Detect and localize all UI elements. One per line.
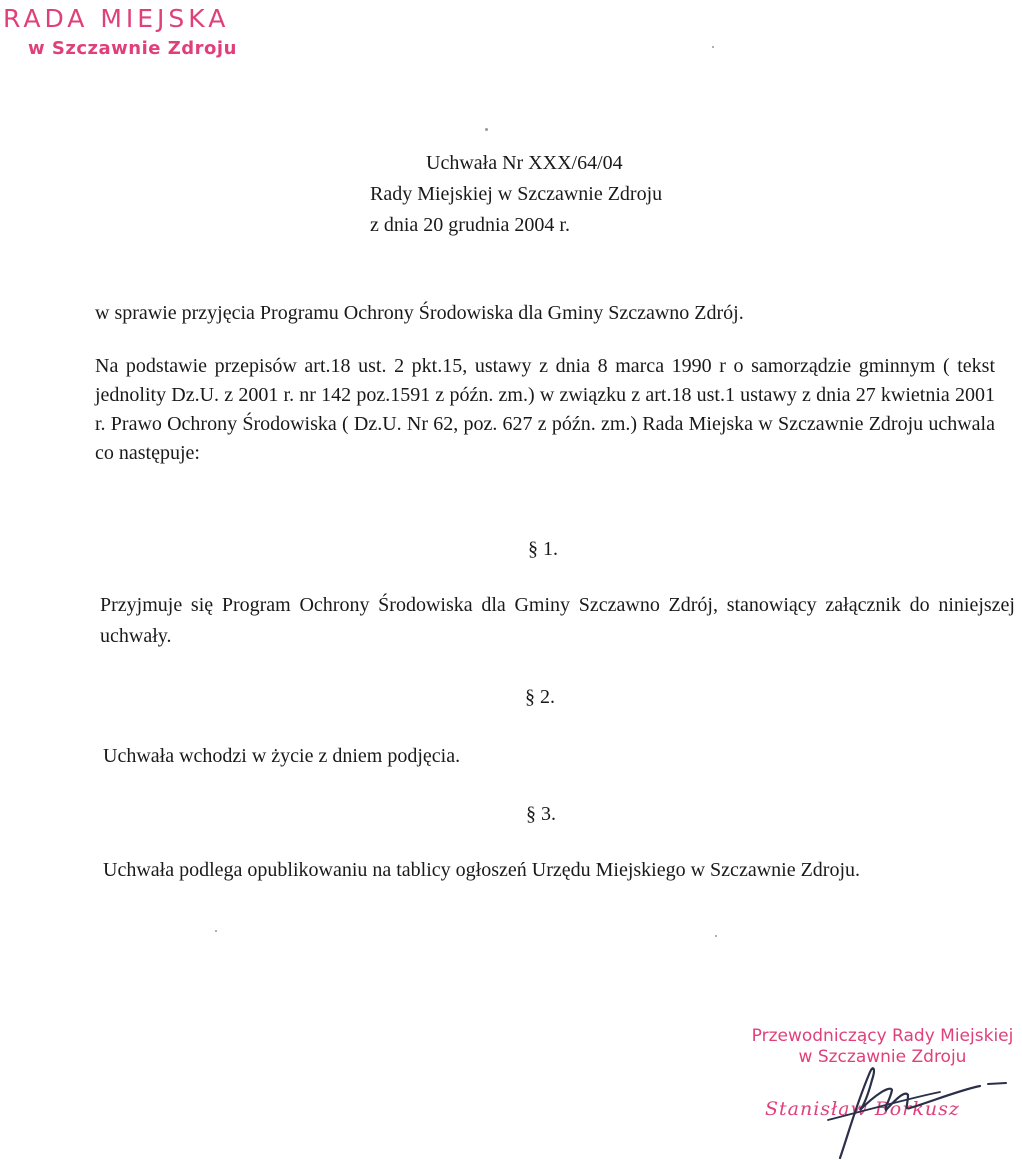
legal-basis: Na podstawie przepisów art.18 ust. 2 pkt.15, ustawy z dnia 8 marca 1990 r o samorządzie gminnym ( tekst jednolity Dz.U. z 2001 r. nr 142 poz.1591 z późn. zm.) w związku z art.18 ust.1 ustawy z dnia 27 kwietnia 2001 r. Prawo Ochrony Środowiska ( Dz.U. Nr 62, poz. 627 z późn. zm.) Rada Miejska w Szczawnie Zdroju uchwala co następuje: (95, 355, 995, 464)
section-3-text: Uchwała podlega opublikowaniu na tablicy ogłoszeń Urzędu Miejskiego w Szczawnie Zdroju. (103, 859, 861, 881)
section-1-text: Przyjmuje się Program Ochrony Środowiska dla Gminy Szczawno Zdrój, stanowiący załącznik do niniejszej uchwały. (100, 594, 1015, 647)
section-3-sign: § 3. (526, 803, 556, 825)
chairman-council-location: w Szczawnie Zdroju (798, 1047, 967, 1067)
paper-speck (215, 930, 217, 932)
chairman-name: Stanisław Borkusz (765, 1098, 960, 1120)
council-stamp-location: w Szczawnie Zdroju (28, 38, 237, 59)
section-2-sign: § 2. (525, 686, 555, 708)
section-1-sign: § 1. (528, 538, 558, 560)
council-stamp-title: RADA MIEJSKA (3, 4, 230, 33)
resolution-date: z dnia 20 grudnia 2004 r. (370, 214, 570, 236)
handwritten-signature (820, 1050, 1020, 1160)
paper-speck (715, 935, 717, 937)
section-2-text: Uchwała wchodzi w życie z dniem podjęcia. (103, 745, 461, 767)
resolution-issuer: Rady Miejskiej w Szczawnie Zdroju (370, 183, 663, 205)
resolution-number: Uchwała Nr XXX/64/04 (426, 152, 623, 174)
chairman-title: Przewodniczący Rady Miejskiej (751, 1026, 1014, 1046)
paper-speck (485, 128, 488, 131)
council-stamp (0, 4, 270, 59)
paper-speck (712, 46, 714, 48)
resolution-title (370, 148, 790, 241)
resolution-subject: w sprawie przyjęcia Programu Ochrony Środowiska dla Gminy Szczawno Zdrój. (95, 302, 744, 324)
